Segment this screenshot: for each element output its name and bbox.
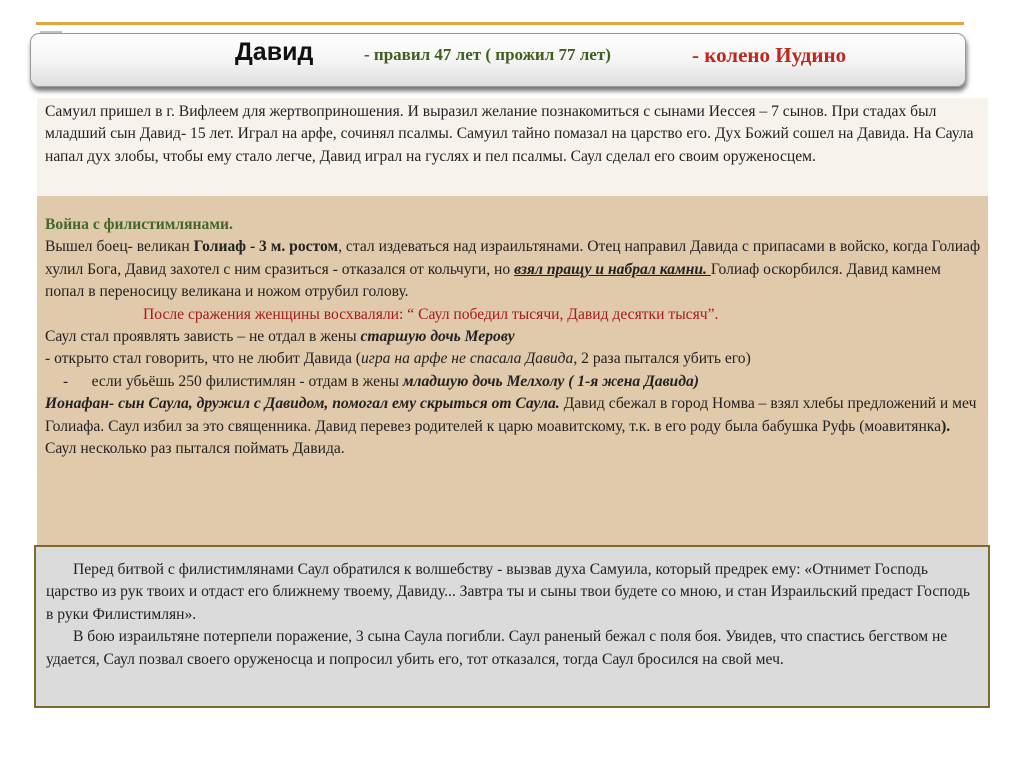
goliath-text-e: Голиаф оскорбился. Давид камнем попал в переносицу великана и ножом отрубил голову. <box>45 260 941 301</box>
war-heading: Война с филистимлянами. <box>45 216 233 233</box>
jonathan-paragraph: Ионафан- сын Саула, дружил с Давидом, помогал ему скрыться от Саула. Давид сбежал в город Номва – взял хлебы предложений и меч Голиафа. Саул избил за это священника. Давид перевез родителей к царю моавитскому, т.к. в его роду была бабушка Руфь (моавитянка). <box>45 395 977 435</box>
sling-stones: взял пращу и набрал камни. <box>514 260 711 278</box>
goliath-text-c: , стал издеваться над израильтянами. Отец направил Давида с припасами в войско, когда Голиаф хулил Бога, Давид захотел с ним сразиться - отказался от кольчуги, но <box>45 238 981 278</box>
list-dash: - <box>63 372 69 390</box>
intro-block <box>37 98 988 196</box>
elder-daughter: старшую дочь Мерову <box>360 328 515 346</box>
bottom-margin <box>0 708 1024 767</box>
reign-subtitle: - правил 47 лет ( прожил 77 лет) <box>364 45 611 64</box>
intro-text: Самуил пришел в г. Вифлеем для жертвоприношения. И выразил желание познакомиться с сынами Иессея – 7 сынов. При стадах был младший сын Давид- 15 лет. Играл на арфе, сочинял псалмы. Самуил тайно помазал на царство его. Дух Божий сошел на Давида. На Саула напал дух злобы, чтобы ему стало легче, Давид играл на гуслях и пел псалмы. Саул сделал его своим оруженосцем. <box>45 103 974 165</box>
hate-paragraph: - открыто стал говорить, что не любит Давида (игра на арфе не спасала Давида, 2 раза пытался убить его) <box>45 350 751 368</box>
goliath-text-a: Вышел боец- великан <box>45 238 194 256</box>
defeat-paragraph: В бою израильтяне потерпели поражение, 3 сына Саула погибли. Саул раненый бежал с поля боя. Увидев, что спастись бегством не удается, Саул позвал своего оруженосца и попросил убить его, тот отказался, тогда Саул бросился на свой меч. <box>46 628 948 668</box>
tribe-subtitle: - колено Иудино <box>692 43 847 67</box>
women-praise: После сражения женщины восхваляли: “ Саул победил тысячи, Давид десятки тысяч”. <box>143 305 719 323</box>
witchcraft-paragraph: Перед битвой с филистимлянами Саул обратился к волшебству - вызвав духа Самуила, который предрек ему: «Отнимет Господь царство из рук твоих и отдаст его ближнему твоему, Давиду... Завтра ты и сыны твои будете со мною, и стан Израильский предаст Господь в руки Филистимлян». <box>46 561 971 623</box>
war-block <box>37 196 988 545</box>
saul-hunt: Саул несколько раз пытался поймать Давида. <box>45 440 345 458</box>
goliath-paragraph <box>45 236 981 303</box>
harp-note: игра на арфе не спасала Давида <box>361 350 574 368</box>
goliath-height: Голиаф - 3 м. ростом <box>193 238 339 256</box>
younger-daughter: младшую дочь Мелхолу ( 1-я жена Давида) <box>402 372 699 390</box>
decorative-top-line <box>36 22 964 25</box>
envy-paragraph: Саул стал проявлять зависть – не отдал в жены старшую дочь Мерову <box>45 328 515 346</box>
philistines-paragraph: - если убьёшь 250 филистимлян - отдам в жены младшую дочь Мелхолу ( 1-я жена Давида) <box>45 371 981 393</box>
battle-block <box>34 545 990 708</box>
jonathan-text: Ионафан- сын Саула, дружил с Давидом, помогал ему скрыться от Саула. <box>45 395 560 413</box>
slide-title: Давид <box>235 38 314 66</box>
